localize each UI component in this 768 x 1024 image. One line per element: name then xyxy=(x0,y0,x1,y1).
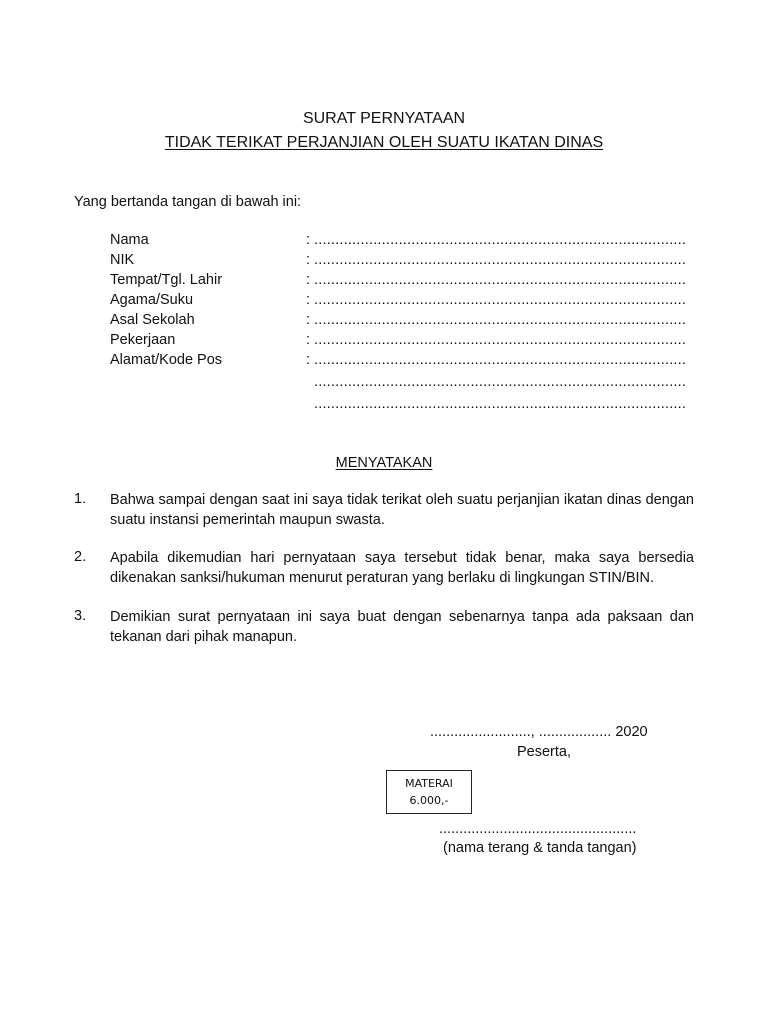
intro-text: Yang bertanda tangan di bawah ini: xyxy=(74,194,302,210)
statement-number: 1. xyxy=(74,491,87,507)
field-label-nama: Nama xyxy=(110,232,149,248)
materai-label: MATERAI xyxy=(405,777,453,790)
field-dots-alamat-line-2: ........................................................................................ xyxy=(314,374,687,390)
field-dots-pekerjaan: ........................................................................................ xyxy=(314,332,687,348)
field-separator: : xyxy=(306,332,311,348)
place-date-line: ........................., .................. 2020 xyxy=(430,724,648,740)
signer-role: Peserta, xyxy=(517,744,571,760)
field-label-tempat-tgl-lahir: Tempat/Tgl. Lahir xyxy=(110,272,223,288)
materai-value: 6.000,- xyxy=(409,794,449,807)
field-dots-nik: ........................................................................................ xyxy=(314,252,687,268)
document-subtitle-text: TIDAK TERIKAT PERJANJIAN OLEH SUATU IKATAN DINAS xyxy=(164,134,604,151)
field-label-asal-sekolah: Asal Sekolah xyxy=(110,312,195,328)
statement-text: Demikian surat pernyataan ini saya buat dengan sebenarnya tanpa ada paksaan dan tekanan dari pihak manapun. xyxy=(110,609,694,645)
field-separator: : xyxy=(306,252,311,268)
section-heading: MENYATAKAN xyxy=(335,455,433,471)
materai-stamp-box xyxy=(386,770,472,814)
field-dots-asal-sekolah: ........................................................................................ xyxy=(314,312,687,328)
document-subtitle xyxy=(0,134,768,152)
statement-number: 3. xyxy=(74,608,87,624)
field-separator: : xyxy=(306,352,311,368)
signature-line: ................................................. xyxy=(439,821,637,837)
field-dots-agama-suku: ........................................................................................ xyxy=(314,292,687,308)
field-dots-nama: ........................................................................................ xyxy=(314,232,687,248)
field-dots-alamat-kode-pos: ........................................................................................ xyxy=(314,352,687,368)
statement-text: Apabila dikemudian hari pernyataan saya tersebut tidak benar, maka saya bersedia dikenakan sanksi/hukuman menurut peraturan yang berlaku di lingkungan STIN/BIN. xyxy=(110,550,694,586)
statement-number: 2. xyxy=(74,549,87,565)
field-label-pekerjaan: Pekerjaan xyxy=(110,332,176,348)
field-separator: : xyxy=(306,232,311,248)
field-separator: : xyxy=(306,312,311,328)
field-separator: : xyxy=(306,272,311,288)
field-separator: : xyxy=(306,292,311,308)
field-label-alamat-kode-pos: Alamat/Kode Pos xyxy=(110,352,223,368)
field-dots-tempat-tgl-lahir: ........................................................................................ xyxy=(314,272,687,288)
signature-caption: (nama terang & tanda tangan) xyxy=(443,840,637,856)
field-dots-alamat-line-3: ........................................................................................ xyxy=(314,396,687,412)
field-label-agama-suku: Agama/Suku xyxy=(110,292,194,308)
field-label-nik: NIK xyxy=(110,252,135,268)
document-title: SURAT PERNYATAAN xyxy=(302,110,466,127)
statement-text: Bahwa sampai dengan saat ini saya tidak terikat oleh suatu perjanjian ikatan dinas dengan suatu instansi pemerintah maupun swasta. xyxy=(110,492,694,528)
